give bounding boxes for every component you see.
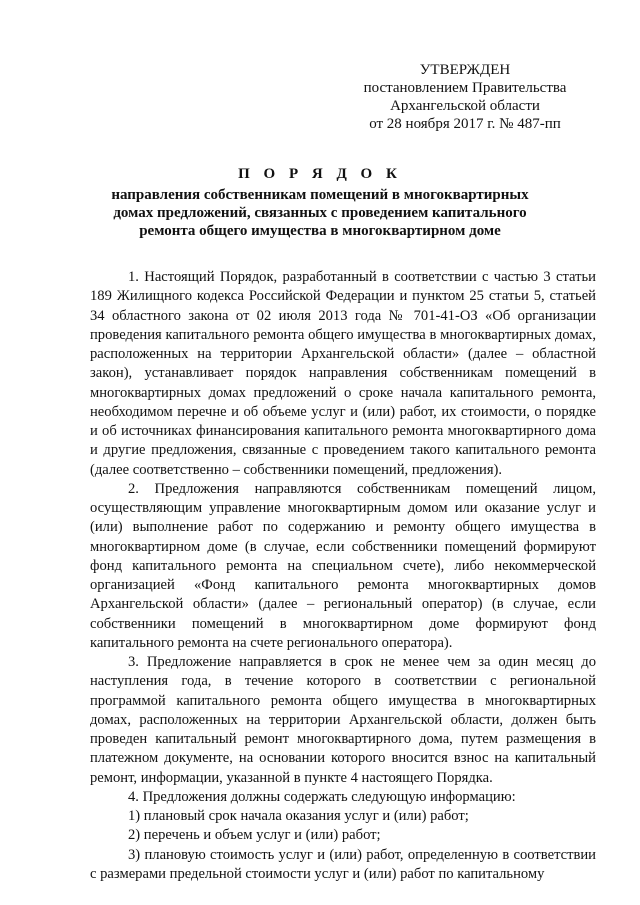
approval-date-number: от 28 ноября 2017 г. № 487-пп: [369, 116, 561, 132]
title-line: домах предложений, связанных с проведением капитального: [113, 205, 527, 221]
list-item-3: 3) плановую стоимость услуг и (или) работ, определенную в соответствии с размерами предельной стоимости услуг и (или) работ по капитальному: [90, 846, 596, 882]
title-heading: П О Р Я Д О К: [238, 166, 402, 182]
approval-heading: УТВЕРЖДЕН: [419, 62, 511, 78]
document-body: [90, 268, 596, 884]
title-line: направления собственникам помещений в многоквартирных: [111, 187, 529, 203]
approval-stamp: [330, 61, 600, 133]
paragraph-3: 3. Предложение направляется в срок не менее чем за один месяц до наступления года, в течение которого в соответствии с региональной программой капитального ремонта общего имущества в многоквартирных домах, расположенных на территории Архангельской области, должен быть проведен капитальный ремонт многоквартирного дома, путем размещения в платежном документе, на основании которого вносится взнос на капитальный ремонт, информации, указанной в пункте 4 настоящего Порядка.: [90, 654, 596, 786]
paragraph-1: 1. Настоящий Порядок, разработанный в соответствии с частью 3 статьи 189 Жилищного кодекса Российской Федерации и пунктом 25 статьи 5, статьей 34 областного закона от 02 июля 2013 года № 701-41-ОЗ «Об организации проведения капитального ремонта общего имущества в многоквартирных домах, расположенных на территории Архангельской области» (далее – областной закон), устанавливает порядок направления собственникам помещений в многоквартирных домах предложений о сроке начала капитального ремонта, необходимом перечне и об объеме услуг и (или) работ, их стоимости, о порядке и об источниках финансирования капитального ремонта многоквартирного дома и другие предложения, связанные с проведением такого капитального ремонта (далее соответственно – собственники помещений, предложения).: [90, 269, 596, 478]
approval-line: постановлением Правительства: [363, 80, 567, 96]
list-item-1: 1) плановый срок начала оказания услуг и (или) работ;: [128, 808, 469, 824]
approval-line: Архангельской области: [390, 98, 540, 114]
document-title: [70, 165, 570, 240]
paragraph-2: 2. Предложения направляются собственникам помещений лицом, осуществляющим управление многоквартирным домом или оказание услуг и (или) выполнение работ по содержанию и ремонту общего имущества в многоквартирном доме (в случае, если собственники помещений формируют фонд капитального ремонта на специальном счете), либо некоммерческой организацией «Фонд капитального ремонта многоквартирных домов Архангельской области» (далее – региональный оператор) (в случае, если собственники помещений в многоквартирном доме формируют фонд капитального ремонта на счете регионального оператора).: [90, 480, 596, 651]
title-line: ремонта общего имущества в многоквартирном доме: [139, 223, 501, 239]
paragraph-4: 4. Предложения должны содержать следующую информацию:: [128, 788, 516, 805]
list-item-2: 2) перечень и объем услуг и (или) работ;: [128, 827, 381, 844]
